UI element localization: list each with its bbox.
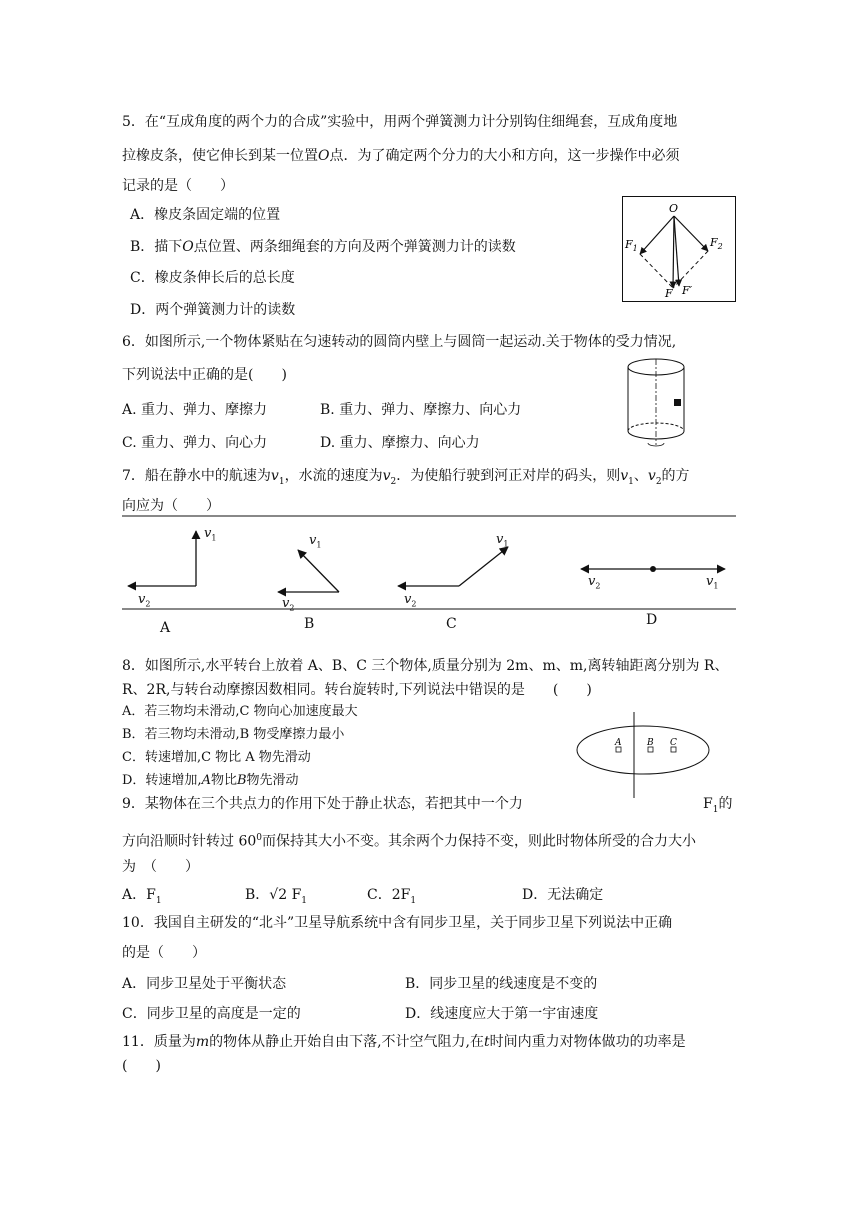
q7-b-v1-label: $v_1$ <box>309 533 322 550</box>
q5-stem-line3: 记录的是（ ） <box>122 178 234 194</box>
q7-stem-line2: 向应为（ ） <box>122 498 220 514</box>
q7-d-boat-point <box>650 566 656 572</box>
q7-a-v1-label: $v_1$ <box>204 526 217 543</box>
q7-a-v2-label: $v_2$ <box>138 592 151 609</box>
q8-option-d: D．转速增加,A物比B物先滑动 <box>122 773 299 788</box>
q10-option-d: D．线速度应大于第一宇宙速度 <box>405 1006 599 1022</box>
q8-option-c: C．转速增加,C 物比 A 物先滑动 <box>122 750 311 765</box>
q7-c-v2-label: $v_2$ <box>404 592 417 609</box>
q7-label-b: B <box>304 616 315 632</box>
q8-label-c: C <box>670 738 677 748</box>
q8-option-a: A．若三物均未滑动,C 物向心加速度最大 <box>122 704 358 719</box>
q11-stem-line2: ( ) <box>122 1058 161 1074</box>
q7-label-d: D <box>646 612 658 628</box>
q9-option-a: A．$F_1$ <box>122 887 162 906</box>
q9-option-c: C．$2F_1$ <box>367 887 417 906</box>
q8-label-a: A <box>615 738 622 748</box>
q5-stem-line1: 5．在“互成角度的两个力的合成”实验中，用两个弹簧测力计分别钩住细绳套，互成角度地 <box>122 114 678 130</box>
q8-label-b: B <box>647 738 654 748</box>
q5-label-f1: $F_1$ <box>625 238 638 253</box>
q6-stem-line1: 6．如图所示,一个物体紧贴在匀速转动的圆筒内壁上与圆筒一起运动.关于物体的受力情况, <box>122 334 677 350</box>
q9-stem-line1: 9．某物体在三个共点力的作用下处于静止状态，若把其中一个力 <box>122 796 523 812</box>
q5-stem-line2: 拉橡皮条，使它伸长到某一位置O点．为了确定两个分力的大小和方向，这一步操作中必须 <box>122 148 680 164</box>
q5-option-c: C．橡皮条伸长后的总长度 <box>130 270 295 286</box>
q9-option-d: D．无法确定 <box>522 887 604 903</box>
q9-stem-line3: 为 （ ） <box>122 859 199 875</box>
q10-option-b: B．同步卫星的线速度是不变的 <box>405 976 598 992</box>
q7-label-a: A <box>160 620 171 636</box>
q10-stem-line2: 的是（ ） <box>122 945 206 961</box>
q7-d-v1-label: $v_1$ <box>706 574 719 591</box>
q9-stem-line1-end: $F_1$的 <box>703 796 733 815</box>
q5-option-b: B．描下O点位置、两条细绳套的方向及两个弹簧测力计的读数 <box>130 239 516 255</box>
q7-stem-line1: 7．船在静水中的航速为$v_1$，水流的速度为$v_2$．为使船行驶到河正对岸的码头，则$v_1$、$v_2$的方 <box>122 468 690 487</box>
q5-option-d: D．两个弹簧测力计的读数 <box>130 302 296 318</box>
q5-label-f: F <box>665 287 673 300</box>
q7-d-v2-label: $v_2$ <box>588 574 601 591</box>
q11-stem-line1: 11．质量为m的物体从静止开始自由下落,不计空气阻力,在t时间内重力对物体做功的功率是 <box>122 1034 686 1050</box>
q6-option-c: C. 重力、弹力、向心力 <box>122 435 268 451</box>
q10-stem-line1: 10．我国自主研发的“北斗”卫星导航系统中含有同步卫星，关于同步卫星下列说法中正确 <box>122 915 673 931</box>
q9-stem-line2: 方向沿顺时针转过 $60^0$而保持其大小不变。其余两个力保持不变，则此时物体所受的合力大小 <box>122 833 696 850</box>
q8-option-b: B．若三物均未滑动,B 物受摩擦力最小 <box>122 727 345 742</box>
q6-stem-line2: 下列说法中正确的是( ) <box>122 367 287 383</box>
q5-label-f-prime: F′ <box>682 284 693 297</box>
q5-label-f2: $F_2$ <box>710 236 723 251</box>
q10-option-c: C．同步卫星的高度是一定的 <box>122 1006 301 1022</box>
q7-b-v2-label: $v_2$ <box>282 596 295 613</box>
q9-option-b: B．√2 $F_1$ <box>245 887 308 906</box>
q8-stem-line2: R、2R,与转台动摩擦因数相同。转台旋转时,下列说法中错误的是 ( ) <box>122 682 592 698</box>
q6-option-d: D. 重力、摩擦力、向心力 <box>320 435 480 451</box>
q7-label-c: C <box>446 616 457 632</box>
q8-stem-line1: 8．如图所示,水平转台上放着 A、B、C 三个物体,质量分别为 2m、m、m,离转轴距离分别为 R、 <box>122 658 729 674</box>
q5-option-a: A．橡皮条固定端的位置 <box>130 207 281 223</box>
q10-option-a: A．同步卫星处于平衡状态 <box>122 976 287 992</box>
q6-option-a: A. 重力、弹力、摩擦力 <box>122 402 268 418</box>
q7-c-v1-arrow <box>459 547 508 586</box>
q8-turntable-diagram <box>576 712 716 802</box>
q7-c-v1-label: $v_1$ <box>496 532 509 549</box>
q6-option-b: B. 重力、弹力、摩擦力、向心力 <box>320 402 522 418</box>
q7-b-v1-arrow <box>298 550 339 592</box>
q5-label-o: O <box>669 202 679 215</box>
